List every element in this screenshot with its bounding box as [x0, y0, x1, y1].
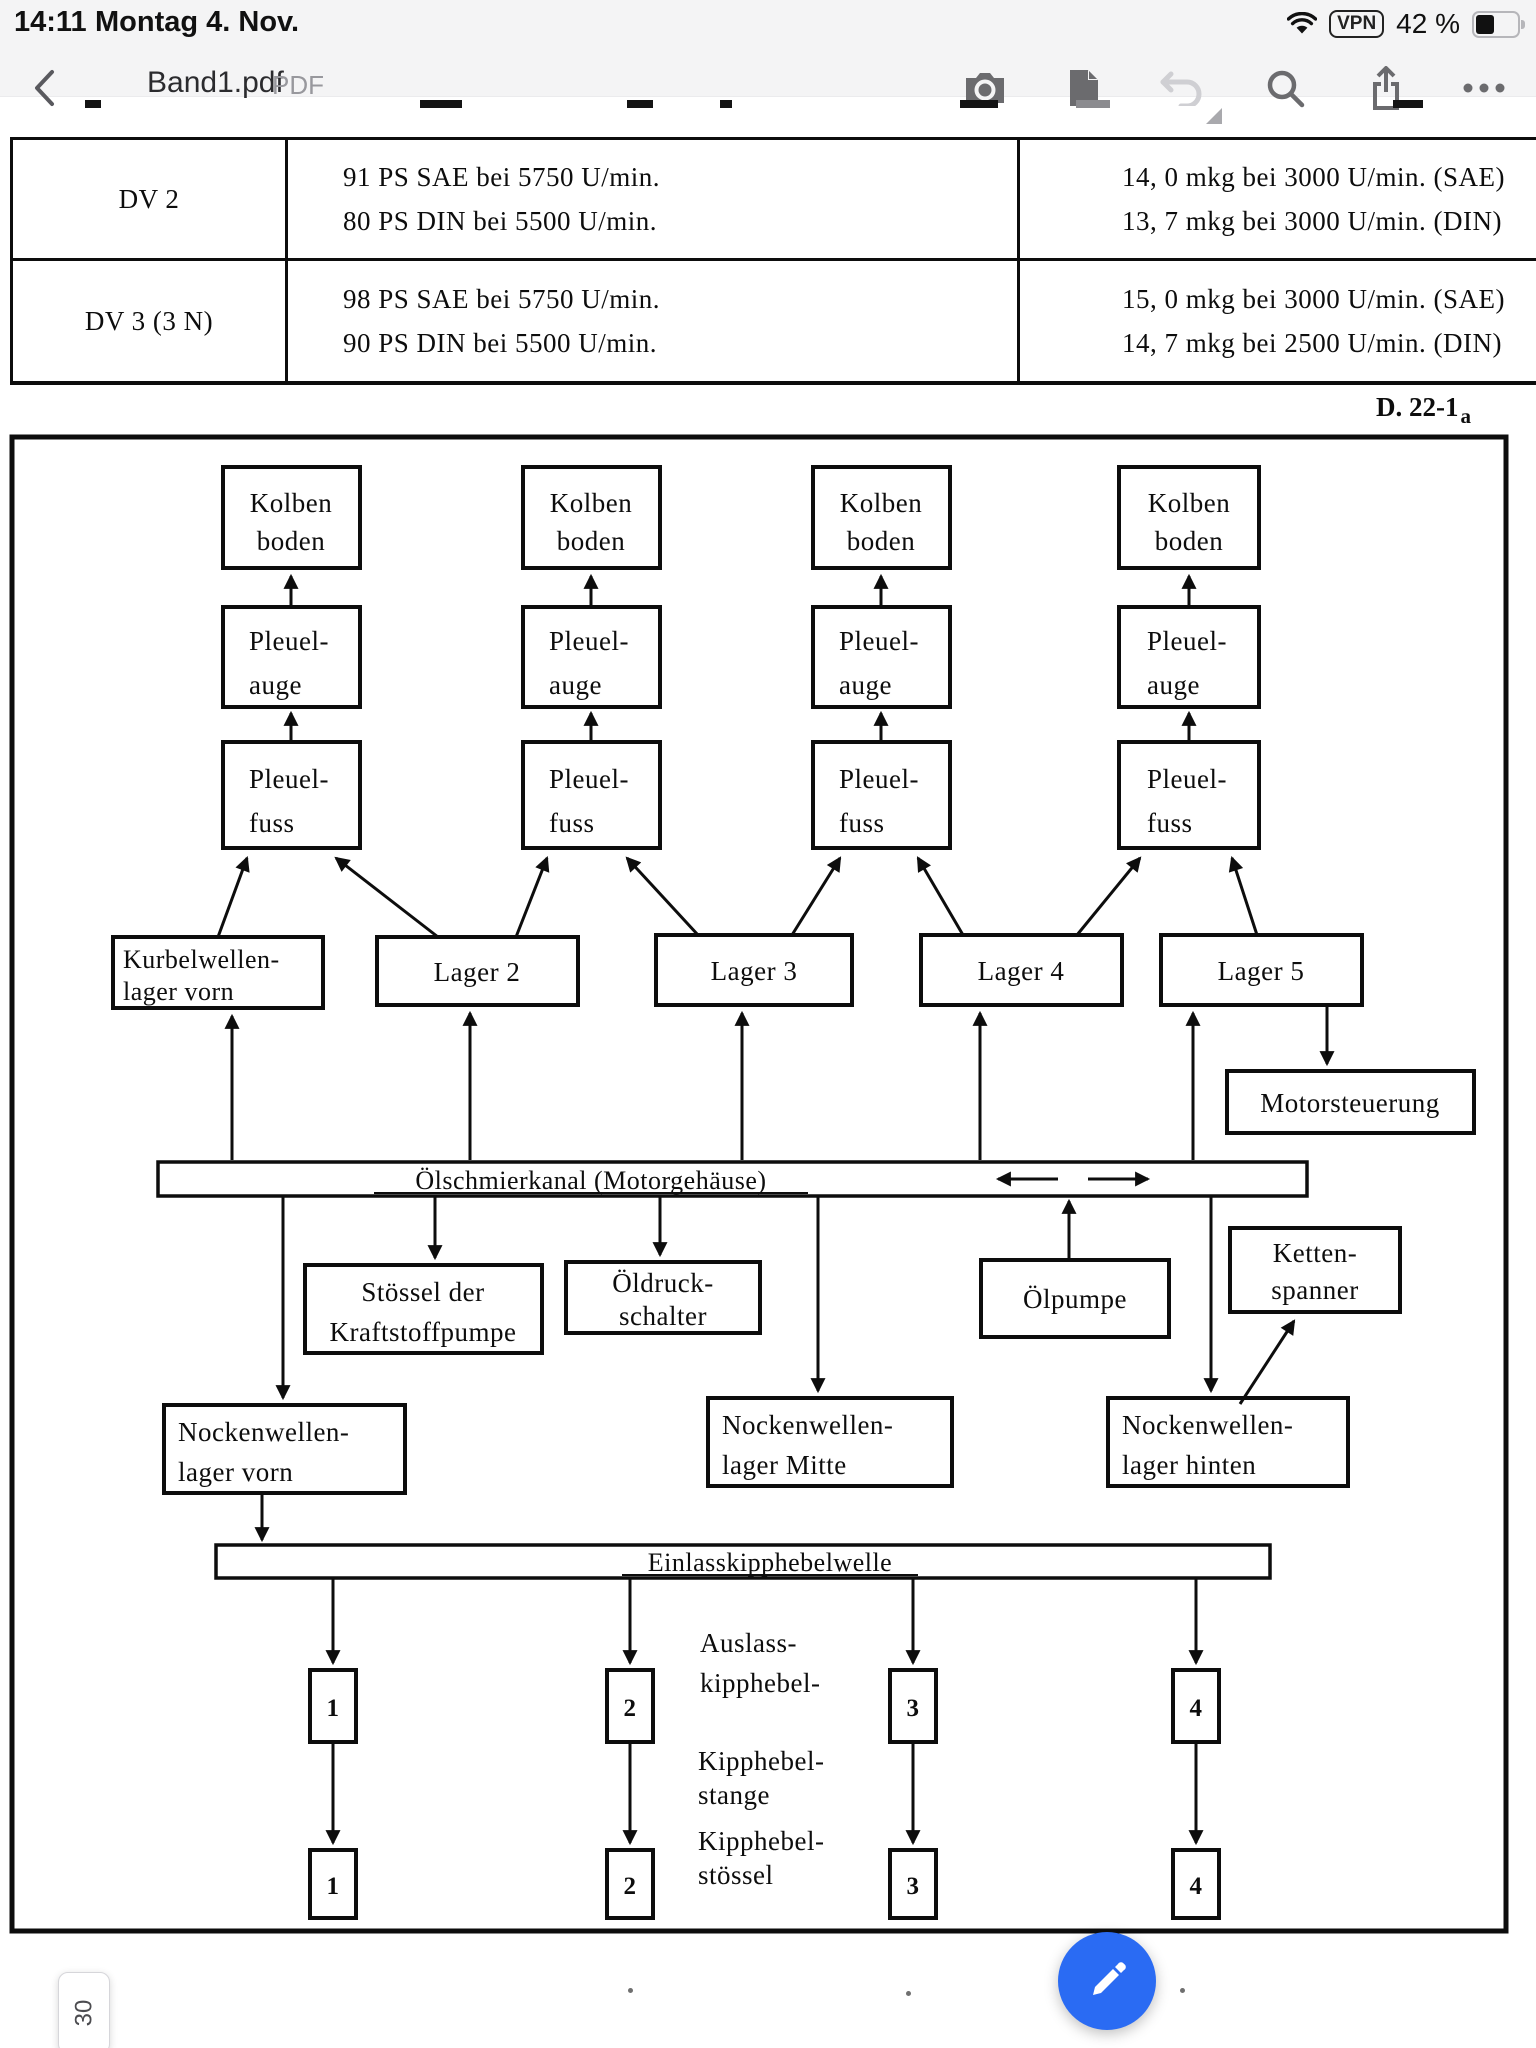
pencil-icon — [1085, 1959, 1129, 2003]
page-number-tab[interactable] — [58, 1972, 110, 2048]
svg-text:fuss: fuss — [249, 808, 295, 838]
svg-text:Pleuel-: Pleuel- — [249, 626, 329, 656]
svg-text:Ölpumpe: Ölpumpe — [1023, 1284, 1127, 1314]
pleuel-fuss-box-4 — [1119, 742, 1259, 848]
svg-text:schalter: schalter — [619, 1301, 707, 1331]
pleuel-fuss-box-2 — [523, 742, 660, 848]
svg-text:Kolben: Kolben — [249, 488, 333, 518]
svg-text:Lager 4: Lager 4 — [977, 956, 1065, 986]
svg-text:boden: boden — [1154, 526, 1224, 556]
svg-text:kipphebel-: kipphebel- — [700, 1668, 821, 1698]
svg-text:4: 4 — [1189, 1873, 1203, 1900]
kolben-boden-box-3 — [813, 467, 950, 568]
svg-text:Ketten-: Ketten- — [1272, 1238, 1358, 1268]
kolben-boden-box-2 — [523, 467, 660, 568]
nockenwellenlager-mitte-box — [708, 1398, 952, 1486]
vpn-badge: VPN — [1329, 10, 1384, 38]
svg-text:Lager 2: Lager 2 — [433, 957, 521, 987]
scan-speck — [628, 1988, 633, 1993]
kettenspanner-box — [1230, 1228, 1400, 1312]
stoessel-kraftstoffpumpe-box — [305, 1265, 542, 1353]
svg-text:boden: boden — [556, 526, 626, 556]
document-title: Band1.pdf — [147, 66, 284, 99]
nockenwellenlager-vorn-box — [164, 1405, 405, 1493]
svg-text:boden: boden — [846, 526, 916, 556]
svg-text:lager hinten: lager hinten — [1122, 1450, 1257, 1480]
svg-text:1: 1 — [326, 1695, 340, 1722]
nockenwellenlager-hinten-box — [1108, 1398, 1348, 1486]
svg-text:lager Mitte: lager Mitte — [722, 1450, 847, 1480]
svg-text:Pleuel-: Pleuel- — [1147, 626, 1227, 656]
svg-text:Kurbelwellen-: Kurbelwellen- — [123, 945, 280, 974]
svg-text:auge: auge — [839, 670, 892, 700]
svg-text:Lager 5: Lager 5 — [1217, 956, 1305, 986]
figure-number-subscript: a — [1460, 404, 1471, 428]
kurbelwellenlager-vorn-box — [113, 937, 323, 1008]
svg-text:4: 4 — [1189, 1695, 1203, 1722]
svg-text:Einlasskipphebelwelle: Einlasskipphebelwelle — [647, 1548, 893, 1577]
svg-text:Ölschmierkanal (Motorgehäuse): Ölschmierkanal (Motorgehäuse) — [415, 1166, 767, 1195]
svg-text:2: 2 — [623, 1873, 637, 1900]
pleuel-fuss-box-3 — [813, 742, 950, 848]
pleuel-auge-box-4 — [1119, 607, 1259, 707]
pleuel-auge-box-3 — [813, 607, 950, 707]
page-number: 30 — [69, 1999, 97, 2027]
svg-text:Kolben: Kolben — [1147, 488, 1231, 518]
model-name: DV 3 (3 N) — [84, 305, 214, 336]
svg-text:Nockenwellen-: Nockenwellen- — [178, 1417, 350, 1447]
file-type-badge: PDF — [272, 70, 324, 100]
svg-text:Stössel der: Stössel der — [361, 1277, 485, 1307]
status-date: Montag 4. Nov. — [95, 6, 300, 38]
lager-3-box — [656, 935, 852, 1005]
power-din: 80 PS DIN bei 5500 U/min. — [343, 205, 658, 236]
svg-text:Kraftstoffpumpe: Kraftstoffpumpe — [329, 1317, 517, 1347]
torque-din: 14, 7 mkg bei 2500 U/min. (DIN) — [1122, 327, 1502, 358]
svg-text:Motorsteuerung: Motorsteuerung — [1260, 1088, 1440, 1118]
power-sae: 91 PS SAE bei 5750 U/min. — [343, 161, 661, 192]
lager-4-box — [921, 935, 1122, 1005]
svg-text:stössel: stössel — [698, 1860, 774, 1890]
svg-text:Pleuel-: Pleuel- — [549, 764, 629, 794]
svg-text:fuss: fuss — [549, 808, 595, 838]
model-name: DV 2 — [118, 183, 180, 214]
svg-text:boden: boden — [256, 526, 326, 556]
svg-text:Auslass-: Auslass- — [700, 1628, 797, 1658]
figure-number: D. 22-1 — [1376, 392, 1459, 422]
svg-text:Nockenwellen-: Nockenwellen- — [722, 1410, 894, 1440]
edit-fab-button[interactable] — [1058, 1932, 1156, 2030]
svg-text:Kipphebel-: Kipphebel- — [698, 1826, 825, 1856]
svg-text:3: 3 — [906, 1873, 920, 1900]
torque-din: 13, 7 mkg bei 3000 U/min. (DIN) — [1122, 205, 1502, 236]
svg-text:spanner: spanner — [1271, 1275, 1359, 1305]
lager-5-box — [1161, 935, 1362, 1005]
svg-text:fuss: fuss — [1147, 808, 1193, 838]
svg-text:lager vorn: lager vorn — [123, 977, 235, 1006]
einlasskipphebelwelle-bar — [216, 1545, 1270, 1578]
svg-text:Kipphebel-: Kipphebel- — [698, 1746, 825, 1776]
svg-text:auge: auge — [1147, 670, 1200, 700]
svg-text:3: 3 — [906, 1695, 920, 1722]
svg-text:Pleuel-: Pleuel- — [249, 764, 329, 794]
kolben-boden-box-4 — [1119, 467, 1259, 568]
svg-text:1: 1 — [326, 1873, 340, 1900]
svg-text:stange: stange — [698, 1780, 770, 1810]
svg-text:auge: auge — [549, 670, 602, 700]
svg-text:Pleuel-: Pleuel- — [839, 626, 919, 656]
oeldruckschalter-box — [566, 1262, 760, 1333]
svg-text:Kolben: Kolben — [549, 488, 633, 518]
oelpumpe-box — [981, 1260, 1169, 1337]
pleuel-auge-box-1 — [223, 607, 360, 707]
pleuel-auge-box-2 — [523, 607, 660, 707]
svg-text:Nockenwellen-: Nockenwellen- — [1122, 1410, 1294, 1440]
svg-text:Pleuel-: Pleuel- — [549, 626, 629, 656]
svg-text:auge: auge — [249, 670, 302, 700]
motorsteuerung-box — [1227, 1071, 1474, 1133]
svg-text:Pleuel-: Pleuel- — [839, 764, 919, 794]
torque-sae: 15, 0 mkg bei 3000 U/min. (SAE) — [1122, 283, 1505, 314]
pleuel-fuss-box-1 — [223, 742, 360, 848]
svg-text:Kolben: Kolben — [839, 488, 923, 518]
battery-percent: 42 % — [1396, 8, 1460, 39]
svg-text:2: 2 — [623, 1695, 637, 1722]
svg-text:Lager 3: Lager 3 — [710, 956, 798, 986]
svg-text:fuss: fuss — [839, 808, 885, 838]
lager-2-box — [377, 937, 578, 1005]
status-time: 14:11 — [14, 6, 87, 38]
svg-text:lager vorn: lager vorn — [178, 1457, 294, 1487]
svg-text:Pleuel-: Pleuel- — [1147, 764, 1227, 794]
kolben-boden-box-1 — [223, 467, 360, 568]
torque-sae: 14, 0 mkg bei 3000 U/min. (SAE) — [1122, 161, 1505, 192]
power-sae: 98 PS SAE bei 5750 U/min. — [343, 283, 661, 314]
power-din: 90 PS DIN bei 5500 U/min. — [343, 327, 658, 358]
oelschmierkanal-bar — [158, 1162, 1307, 1196]
scan-speck — [1180, 1988, 1185, 1993]
rocker-labels — [698, 1628, 824, 1890]
scan-speck — [906, 1991, 911, 1996]
svg-text:Öldruck-: Öldruck- — [612, 1268, 714, 1298]
